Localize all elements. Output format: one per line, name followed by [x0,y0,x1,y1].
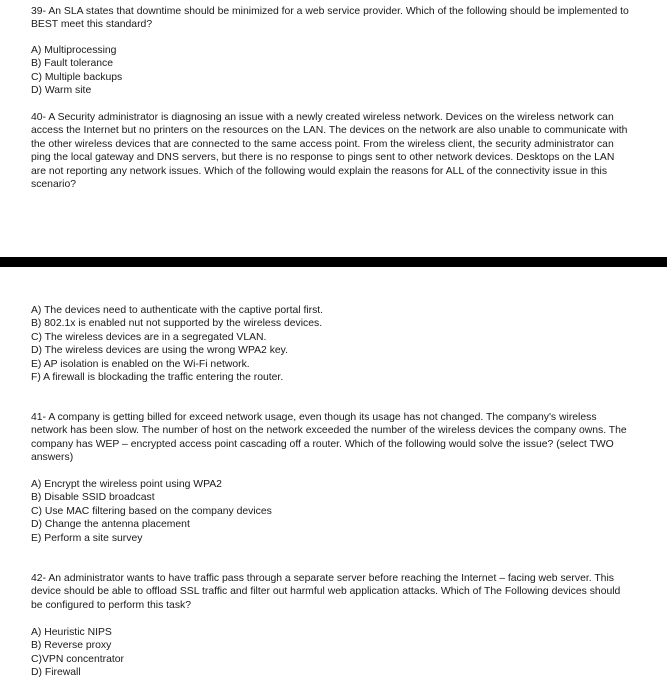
question-39-text: 39- An SLA states that downtime should be minimized for a web service provider. Which of the following should be implemented to BEST meet this standard? [31,6,629,31]
option-item: A) Encrypt the wireless point using WPA2 [31,479,222,490]
option-item: E) AP isolation is enabled on the Wi-Fi network. [31,358,250,370]
question-42-options [31,626,631,680]
question-41-options [31,478,631,545]
question-40-options [31,304,631,384]
option-item: A) The devices need to authenticate with the captive portal first. [31,305,324,316]
option-item: F) A firewall is blockading the traffic entering the router. [31,372,284,384]
page-break-bar [0,257,667,267]
page-break-divider [0,255,667,270]
option-item: B) Reverse proxy [31,640,112,652]
question-42-text: 42- An administrator wants to have traffic pass through a separate server before reaching the Internet – facing web server. This device should be able to offload SSL traffic and filter out harmful web application attacks. Which of The Following devices should be configured to perform this task? [31,573,621,611]
option-item: A) Heuristic NIPS [31,627,112,638]
option-item: B) Disable SSID broadcast [31,492,155,504]
option-item: C) The wireless devices are in a segregated VLAN. [31,331,267,343]
question-41-text: 41- A company is getting billed for exceed network usage, even though its usage has not changed. The company's wireless network has been slow. The number of host on the network exceeded the number of the wireless devices the company owns. The company has WEP – encrypted access point cascading off a router. Which of the following would solve the issue? (select TWO answers) [31,412,627,464]
option-item: B) 802.1x is enabled nut not supported by the wireless devices. [31,318,323,330]
document-page-bottom [0,270,667,692]
question-39-options [31,44,631,98]
option-item: A) Multiprocessing [31,45,117,56]
option-item: C)VPN concentrator [31,653,124,665]
option-item: D) Firewall [31,667,81,679]
option-item: D) Change the antenna placement [31,519,190,531]
option-item: D) The wireless devices are using the wrong WPA2 key. [31,345,288,357]
document-page-top [0,0,667,255]
question-40-text: 40- A Security administrator is diagnosing an issue with a newly created wireless network. Devices on the wireless network can access the Internet but no printers on the resources on the LAN. The devices on the network are also unable to communicate with the other wireless devices that are connected to the same access point. From the wireless client, the security administrator can ping the local gateway and DNS servers, but there is no response to pings sent to other network devices. Desktops on the LAN are not reporting any network issues. Which of the following would explain the reasons for ALL of the connectivity issue in this scenario? [31,112,628,191]
option-item: B) Fault tolerance [31,58,114,70]
option-item: C) Use MAC filtering based on the company devices [31,505,272,517]
option-item: C) Multiple backups [31,71,123,83]
option-item: D) Warm site [31,85,92,97]
option-item: E) Perform a site survey [31,532,143,544]
